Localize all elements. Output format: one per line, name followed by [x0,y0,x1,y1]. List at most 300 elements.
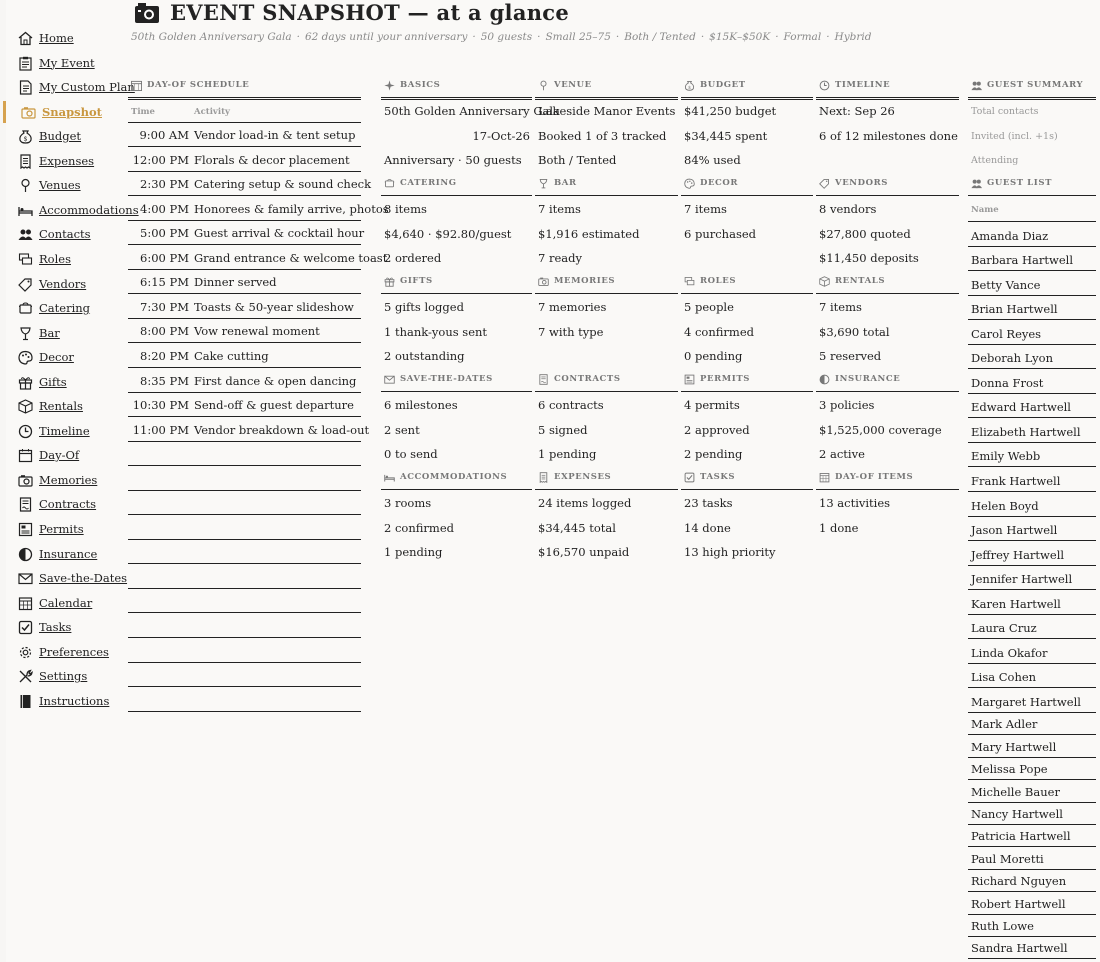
guest-summary-row: Attending [971,155,1019,166]
shield-half-icon [18,547,33,562]
guest-row [968,614,1096,640]
summary-item: Hybrid [834,31,872,43]
empty-row [128,539,361,564]
card-title: PERMITS [700,374,750,384]
card-title: DECOR [700,178,739,188]
guest-name: Elizabeth Hartwell [971,424,1081,439]
clock-icon [819,80,830,91]
guest-summary-title: GUEST SUMMARY [987,80,1084,90]
summary-item: 62 days until your anniversary [304,31,468,43]
table-row [128,220,365,245]
sidebar-item-label: Contracts [39,497,97,512]
guest-row [968,712,1096,735]
card-value: 2 approved [684,422,750,437]
row-activity: Florals & decor placement [194,152,350,167]
sidebar-item-label: Save-the-Dates [39,571,128,586]
sidebar-item-label: Expenses [39,153,95,168]
sidebar-item-settings[interactable] [6,665,126,687]
guest-name: Donna Frost [971,375,1044,390]
card-title: CATERING [400,178,457,188]
card-value: $3,690 total [819,324,890,339]
home-icon [18,31,33,46]
empty-row [128,638,361,663]
palette-icon [18,350,33,365]
card-value: $4,640 · $92.80/guest [384,226,512,241]
row-time: 9:00 AM [139,128,189,142]
card-title: GIFTS [400,276,433,286]
guest-list-column-header [968,197,1096,222]
card-value: Next: Sep 26 [819,104,895,118]
guest-name: Mark Adler [971,717,1038,732]
row-activity: Toasts & 50-year slideshow [194,299,354,314]
tag-icon [819,178,830,189]
row-time: 10:30 PM [132,398,189,413]
sidebar-item-day-of[interactable] [6,444,126,466]
guest-name: Jeffrey Hartwell [971,547,1065,562]
table-row [128,196,389,221]
card-value: 5 people [684,300,734,314]
guest-row [968,540,1096,566]
guest-row [968,344,1096,370]
card-title: ACCOMMODATIONS [400,472,508,482]
guest-row [968,467,1096,493]
sidebar-item-vendors[interactable] [6,273,126,295]
camera-icon [21,105,36,120]
sidebar-item-catering[interactable] [6,297,126,319]
card-value: 1 pending [538,447,597,461]
guest-row [968,757,1096,780]
card-header-vendors [816,175,959,196]
guest-name: Patricia Hartwell [971,829,1071,844]
col-activity: Activity [194,107,230,117]
card-value: 7 items [819,300,862,314]
sidebar-item-insurance[interactable] [6,543,126,565]
event-summary-line [131,31,871,43]
checkbox-icon [18,620,33,635]
sidebar-item-tasks[interactable] [6,616,126,638]
people-icon [18,227,33,242]
guest-name: Edward Hartwell [971,400,1071,415]
guest-name: Frank Hartwell [971,474,1061,489]
separator: · [537,31,541,43]
camera-icon [134,2,160,24]
guest-row [968,393,1096,419]
guest-row [968,565,1096,591]
card-header-day-of-items [816,469,959,490]
guest-name: Michelle Bauer [971,784,1060,799]
sidebar-item-budget[interactable] [6,125,126,147]
card-value: 0 pending [684,349,743,363]
guest-name: Helen Boyd [971,498,1039,513]
card-value: Anniversary · 50 guests [384,153,522,167]
sidebar-item-label: Contacts [39,227,91,242]
card-value: 1 pending [384,545,443,559]
empty-row [128,466,361,491]
card-value: $1,525,000 coverage [819,422,942,437]
empty-row [128,441,361,466]
sidebar-item-label: Day-Of [39,448,80,463]
card-value: Both / Tented [538,153,617,167]
sidebar-item-label: Snapshot [42,104,102,119]
row-activity: Guest arrival & cocktail hour [194,226,365,241]
sidebar-item-memories[interactable] [6,469,126,491]
people-icon [971,80,982,91]
card-title: DAY-OF ITEMS [835,472,914,482]
box-icon [819,276,830,287]
card-value: $27,800 quoted [819,226,911,241]
guest-row [968,246,1096,272]
receipt-icon [18,154,33,169]
card-title: RENTALS [835,276,886,286]
sidebar-item-label: Timeline [39,423,90,438]
guest-row [968,914,1096,937]
bed-icon [18,203,33,218]
card-value: 7 with type [538,324,604,339]
guest-name: Mary Hartwell [971,739,1057,754]
empty-row [128,515,361,540]
separator: · [615,31,620,43]
row-activity: First dance & open dancing [194,373,357,388]
empty-row [128,564,361,589]
summary-item: Formal [783,31,822,43]
schedule-title: DAY-OF SCHEDULE [147,80,250,90]
card-value: 23 tasks [684,496,733,510]
shield-half-icon [819,374,830,385]
card-value: $34,445 total [538,520,616,535]
guest-row [968,589,1096,615]
card-value: 1 done [819,520,859,535]
row-time: 12:00 PM [132,152,189,167]
sidebar-item-contracts[interactable] [6,493,126,515]
card-value: 2 outstanding [384,349,465,363]
row-time: 6:15 PM [140,275,189,290]
sidebar-item-label: Permits [39,522,84,536]
guest-row [968,295,1096,321]
guest-row [968,368,1096,394]
guest-row [968,442,1096,468]
row-activity: Honorees & family arrive, photos [194,201,389,216]
clipboard-icon [18,56,33,71]
sidebar-item-bar[interactable] [6,322,126,344]
guest-name: Paul Moretti [971,851,1044,866]
sidebar-item-my-custom-plan[interactable] [6,76,135,98]
card-header-tasks [681,469,813,490]
sidebar-item-label: Roles [39,251,71,266]
checkbox-icon [684,472,695,483]
empty-row [128,490,361,515]
sidebar-item-rentals[interactable] [6,395,126,417]
row-activity: Dinner served [194,275,277,290]
card-header-accommodations [381,469,532,490]
summary-item: Both / Tented [624,31,696,43]
card-value: 0 to send [384,447,438,461]
sidebar-item-contacts[interactable] [6,223,126,245]
row-activity: Vendor breakdown & load-out [194,422,370,437]
sidebar-item-label: Catering [39,301,91,316]
card-title: SAVE-THE-DATES [400,374,493,384]
row-activity: Grand entrance & welcome toast [194,250,388,265]
calendar-grid-icon [131,80,142,91]
guest-name: Richard Nguyen [971,874,1067,889]
table-row [128,343,361,368]
summary-item: 50th Golden Anniversary Gala [131,31,292,43]
table-row [128,147,361,172]
table-row [128,368,361,393]
card-header-permits [681,371,813,392]
sidebar-item-decor[interactable] [6,346,126,368]
sidebar-item-instructions[interactable] [6,690,126,712]
card-header-budget [681,77,813,100]
sidebar-item-accommodations[interactable] [6,199,139,221]
guest-name: Lisa Cohen [971,670,1037,685]
camera-icon [538,276,549,287]
card-value: 24 items logged [538,496,632,510]
card-value: 7 items [684,202,727,216]
guest-name: Emily Webb [971,449,1041,464]
calendar-grid-icon [819,472,830,483]
sidebar-item-label: Vendors [39,276,87,291]
catering-icon [384,178,395,189]
schedule-header [128,77,361,100]
card-value: 1 thank-yous sent [384,324,488,339]
palette-icon [684,178,695,189]
card-title: VENDORS [835,178,889,188]
sidebar-item-label: Memories [39,472,98,487]
box-icon [18,399,33,414]
sparkle-icon [384,80,395,91]
row-activity: Vendor load-in & tent setup [194,128,356,142]
guest-row [968,869,1096,892]
card-value: Booked 1 of 3 tracked [538,128,667,143]
sidebar-item-label: Settings [39,669,88,684]
clock-icon [18,424,33,439]
empty-row [128,613,361,638]
guest-summary-header [968,77,1096,100]
guest-name: Barbara Hartwell [971,253,1074,268]
card-value: 8 items [384,202,427,216]
table-row [128,417,370,442]
money-bag-icon [18,129,33,144]
card-value: 4 confirmed [684,324,754,339]
sidebar-item-label: Decor [39,350,74,365]
contract-icon [18,497,33,512]
summary-item: 50 guests [480,31,533,43]
row-time: 4:00 PM [140,201,189,216]
card-header-rentals [816,273,959,294]
sidebar-item-label: Insurance [39,546,98,561]
card-header-basics [381,77,532,100]
guest-name: Jason Hartwell [971,523,1058,538]
guest-name: Brian Hartwell [971,302,1058,317]
card-title: CONTRACTS [554,374,621,384]
empty-row [128,687,361,712]
card-value: 7 memories [538,300,607,314]
bed-icon [384,472,395,483]
card-header-roles [681,273,813,294]
guest-name: Ruth Lowe [971,918,1034,933]
card-header-save-the-dates [381,371,532,392]
gift-icon [384,276,395,287]
sidebar-item-my-event[interactable] [6,52,126,74]
sidebar-item-permits[interactable] [6,518,126,540]
gift-icon [18,375,33,390]
camera-icon [18,473,33,488]
sidebar-item-expenses[interactable] [6,150,126,172]
guest-row [968,491,1096,517]
row-activity: Vow renewal moment [194,324,320,339]
gear-icon [18,645,33,660]
separator: · [826,31,830,43]
card-value: 2 ordered [384,251,442,265]
calendar-grid-icon [18,596,33,611]
sidebar-item-home[interactable] [6,27,126,49]
row-activity: Catering setup & sound check [194,177,372,192]
pin-icon [538,80,549,91]
card-value: 17-Oct-26 [472,128,530,143]
row-time: 6:00 PM [140,250,189,265]
card-title: EXPENSES [554,472,612,482]
card-value: 5 gifts logged [384,300,464,314]
card-value: 2 confirmed [384,520,454,535]
card-value: 13 high priority [684,545,776,559]
sidebar-item-roles[interactable] [6,248,126,270]
card-title: TASKS [700,472,736,482]
card-header-timeline [816,77,959,100]
tools-icon [18,669,33,684]
card-value: $41,250 budget [684,104,777,118]
sidebar-item-label: Home [39,31,74,45]
card-value: $1,916 estimated [538,226,640,241]
row-time: 8:35 PM [140,373,189,388]
empty-row [128,588,361,613]
sidebar-item-calendar[interactable] [6,592,126,614]
contract-icon [538,374,549,385]
cocktail-icon [538,178,549,189]
guest-list-title: GUEST LIST [987,178,1052,188]
empty-row [128,662,361,687]
guest-row [968,846,1096,869]
card-header-venue [535,77,678,100]
sidebar-item-label: My Custom Plan [39,80,135,95]
sidebar-item-snapshot[interactable] [3,101,126,123]
sidebar-item-preferences[interactable] [6,641,126,663]
sidebar-item-label: Bar [39,325,60,340]
table-row [128,392,361,417]
card-value: 3 rooms [384,496,432,510]
guest-row [968,638,1096,664]
separator: · [775,31,779,43]
guest-row [968,319,1096,345]
sidebar-item-label: Preferences [39,644,109,659]
guest-name: Sandra Hartwell [971,941,1068,956]
pin-icon [18,178,33,193]
guest-row [968,779,1096,802]
card-header-catering [381,175,532,196]
card-value: $34,445 spent [684,128,768,143]
col-time: Time [131,107,155,117]
guest-name: Karen Hartwell [971,596,1061,611]
row-time: 8:20 PM [140,348,189,363]
card-value: 8 vendors [819,202,877,216]
card-title: ROLES [700,276,737,286]
separator: · [700,31,705,43]
cocktail-icon [18,326,33,341]
separator: · [472,31,476,43]
sidebar-item-label: Calendar [39,595,93,610]
sidebar-item-label: Instructions [39,693,110,708]
table-row [128,122,361,147]
card-title: VENUE [554,80,592,90]
card-value: $16,570 unpaid [538,545,630,559]
card-header-memories [535,273,678,294]
guest-row [968,936,1096,959]
guest-row [968,270,1096,296]
tag-icon [18,277,33,292]
card-value: 13 activities [819,496,891,510]
guest-name: Laura Cruz [971,621,1037,636]
card-title: BUDGET [700,80,746,90]
card-value: 2 active [819,447,865,461]
card-value: 7 ready [538,251,582,265]
row-time: 11:00 PM [132,422,189,437]
guest-row [968,663,1096,689]
separator: · [296,31,300,43]
row-time: 7:30 PM [140,299,189,314]
sidebar-item-venues[interactable] [6,174,126,196]
card-value: Lakeside Manor Events [538,104,676,118]
sidebar-item-label: Accommodations [39,202,139,217]
guest-name: Jennifer Hartwell [971,572,1073,587]
card-value: 3 policies [819,398,875,412]
sidebar-item-label: Tasks [39,620,72,635]
people-icon [971,178,982,189]
sidebar-item-timeline[interactable] [6,420,126,442]
card-value: 6 contracts [538,398,604,412]
guest-row [968,891,1096,914]
card-value: 84% used [684,153,741,167]
table-row [128,171,372,196]
card-value: 6 purchased [684,226,757,241]
envelope-icon [18,571,33,586]
sidebar-item-label: Budget [39,129,82,144]
svg-text:$: $ [688,85,691,91]
card-title: BASICS [400,80,441,90]
guest-name: Nancy Hartwell [971,806,1063,821]
card-value: 5 signed [538,422,588,437]
guest-row [968,687,1096,713]
book-icon [18,694,33,709]
sidebar-item-save-the-dates[interactable] [6,567,126,589]
summary-item: $15K–$50K [709,31,771,43]
table-row [128,318,361,343]
money-bag-icon [684,80,695,91]
guest-row [968,417,1096,443]
guest-row [968,221,1096,247]
guest-name: Carol Reyes [971,326,1042,341]
sidebar-item-label: Rentals [39,399,83,414]
permit-icon [18,522,33,537]
row-activity: Send-off & guest departure [194,398,354,413]
schedule-column-header [128,100,361,123]
guest-list-header [968,175,1096,196]
card-header-bar [535,175,678,196]
card-value: 7 items [538,202,581,216]
row-time: 8:00 PM [140,324,189,339]
sidebar-item-gifts[interactable] [6,371,126,393]
col-name: Name [971,205,999,215]
card-header-contracts [535,371,678,392]
card-title: MEMORIES [554,276,616,286]
